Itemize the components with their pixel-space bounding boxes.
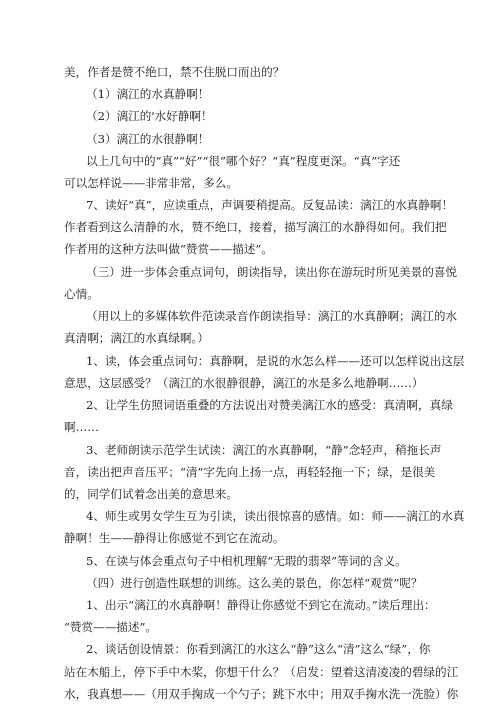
text-line: 3、老师朗读示范学生试读：漓江的水真静啊，“静”念轻声，稍拖长声 — [86, 443, 442, 457]
text-line: （四）进行创造性联想的训练。这么美的景色，你怎样“观赏”呢？ — [86, 576, 423, 590]
text-line: 心情。 — [64, 287, 99, 301]
text-line: 7、读好“真”，应读重点，声调要稍提高。反复品读：漓江的水真静啊！ — [86, 198, 454, 212]
text-line: 以上几句中的“真”“好”“很”哪个好？“真”程度更深。“真”字还 — [86, 154, 401, 168]
text-line: （1）漓江的水真静啊！ — [86, 87, 210, 101]
text-line: 的，同学们试着念出美的意思来。 — [64, 487, 238, 501]
text-line: 1、读，体会重点词句：真静啊，是说的水怎么样——还可以怎样说出这层 — [86, 354, 465, 368]
text-line: 静啊！生——静得让你感觉不到它在流动。 — [64, 531, 285, 545]
text-line: 5、在读与体会重点句子中相机理解“无瑕的翡翠”等词的含义。 — [86, 554, 407, 568]
text-line: 作者看到这么清静的水，赞不绝口，接着，描写漓江的水静得如何。我们把 — [64, 220, 447, 234]
text-line: （2）漓江的'水好静啊！ — [86, 109, 213, 123]
text-line: 美，作者是赞不绝口，禁不住脱口而出的？ — [64, 65, 285, 79]
text-line: 1、出示“漓江的水真静啊！静得让你感觉不到它在流动。”读后理出： — [86, 598, 436, 612]
text-line: 啊…… — [64, 420, 99, 434]
text-line: “赞赏——描述”。 — [64, 620, 158, 634]
text-line: 站在木船上，停下手中木桨，你想干什么？（启发：望着这清凌凌的碧绿的江 — [64, 665, 459, 679]
text-line: 作者用的这种方法叫做“赞赏——描述”。 — [64, 242, 273, 256]
text-line: （三）进一步体会重点词句，朗读指导，读出你在游玩时所见美景的喜悦 — [86, 265, 458, 279]
text-line: 4、师生或男女学生互为引读，读出很惊喜的感情。如：师——漓江的水真 — [86, 509, 465, 523]
text-line: 2、让学生仿照词语重叠的方法说出对赞美漓江水的感受：真清啊，真绿 — [86, 398, 453, 412]
text-line: 2、谈话创设情景：你看到漓江的水这么“静”这么“清”这么“绿”，你 — [86, 642, 431, 656]
text-line: 真清啊；漓江的水真绿啊。） — [64, 331, 209, 345]
text-line: 水，我真想——（用双手掬成一个勺子；跳下水中；用双手掬水洗一洗脸）你 — [64, 687, 459, 701]
text-line: 意思，这层感受？（漓江的水很静很静，漓江的水是多么地静啊……） — [64, 376, 424, 390]
text-line: （用以上的多媒体软件范读录音作朗读指导：漓江的水真静啊；漓江的水 — [86, 309, 458, 323]
text-line: （3）漓江的水很静啊！ — [86, 132, 210, 146]
text-line: 可以怎样说——非常非常，多么。 — [64, 176, 238, 190]
text-line: 音，读出把声音压平；“清”字先向上扬一点，再轻轻拖一下；绿，是很美 — [64, 465, 436, 479]
